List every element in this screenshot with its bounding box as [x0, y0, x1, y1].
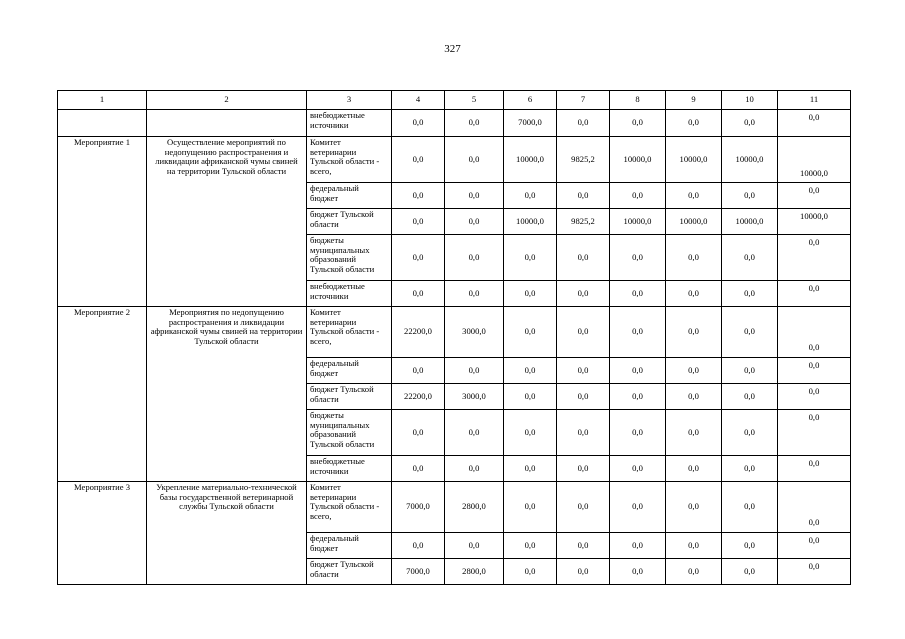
value-cell: 0,0 [392, 209, 445, 235]
value-cell: 0,0 [666, 358, 722, 384]
value-cell: 22200,0 [392, 307, 445, 358]
funding-source-cell: внебюджетные источники [307, 110, 392, 137]
value-cell: 0,0 [610, 533, 666, 559]
value-cell: 0,0 [610, 384, 666, 410]
activity-name-cell: Мероприятия по недопущению распространения и ликвидации африканской чумы свиней на территории Тульской области [147, 307, 307, 482]
value-cell: 0,0 [392, 137, 445, 183]
value-cell: 0,0 [722, 384, 778, 410]
value-cell: 0,0 [445, 456, 504, 482]
value-cell: 0,0 [392, 281, 445, 307]
value-cell: 0,0 [778, 482, 851, 533]
value-cell: 10000,0 [504, 209, 557, 235]
value-cell: 0,0 [666, 384, 722, 410]
value-cell: 9825,2 [557, 209, 610, 235]
value-cell: 0,0 [445, 358, 504, 384]
value-cell: 0,0 [445, 281, 504, 307]
value-cell: 0,0 [722, 559, 778, 585]
value-cell: 0,0 [504, 281, 557, 307]
value-cell: 0,0 [778, 456, 851, 482]
funding-source-cell: Комитет ветеринарии Тульской области - всего, [307, 137, 392, 183]
value-cell: 0,0 [557, 456, 610, 482]
activity-name-cell: Укрепление материально-технической базы государственной ветеринарной службы Тульской области [147, 482, 307, 585]
value-cell: 0,0 [666, 533, 722, 559]
header-cell: 8 [610, 91, 666, 110]
value-cell: 0,0 [557, 183, 610, 209]
value-cell: 0,0 [504, 183, 557, 209]
value-cell: 0,0 [504, 307, 557, 358]
value-cell: 0,0 [392, 183, 445, 209]
value-cell: 10000,0 [610, 137, 666, 183]
value-cell: 9825,2 [557, 137, 610, 183]
value-cell: 7000,0 [392, 482, 445, 533]
header-cell: 2 [147, 91, 307, 110]
table-row [58, 307, 851, 358]
value-cell: 0,0 [557, 410, 610, 456]
value-cell: 0,0 [504, 358, 557, 384]
table-row [58, 110, 851, 137]
value-cell: 0,0 [610, 183, 666, 209]
value-cell: 0,0 [557, 235, 610, 281]
value-cell: 0,0 [392, 410, 445, 456]
value-cell: 0,0 [722, 533, 778, 559]
header-cell: 11 [778, 91, 851, 110]
value-cell: 0,0 [666, 307, 722, 358]
activity-cell: Мероприятие 3 [58, 482, 147, 585]
value-cell: 0,0 [610, 482, 666, 533]
value-cell: 0,0 [722, 307, 778, 358]
activity-name-cell: Осуществление мероприятий по недопущению распространения и ликвидации африканской чумы свиней на территории Тульской области [147, 137, 307, 307]
activity-name-cell [147, 110, 307, 137]
value-cell: 0,0 [610, 281, 666, 307]
value-cell: 0,0 [666, 456, 722, 482]
value-cell: 0,0 [504, 482, 557, 533]
value-cell: 0,0 [722, 410, 778, 456]
funding-source-cell: бюджеты муниципальных образований Тульской области [307, 235, 392, 281]
value-cell: 0,0 [610, 456, 666, 482]
value-cell: 0,0 [666, 410, 722, 456]
value-cell: 0,0 [557, 358, 610, 384]
value-cell: 10000,0 [610, 209, 666, 235]
value-cell: 0,0 [445, 183, 504, 209]
value-cell: 0,0 [392, 235, 445, 281]
value-cell: 0,0 [504, 533, 557, 559]
value-cell: 10000,0 [778, 137, 851, 183]
value-cell: 0,0 [392, 456, 445, 482]
value-cell: 0,0 [445, 235, 504, 281]
value-cell: 7000,0 [392, 559, 445, 585]
value-cell: 0,0 [504, 559, 557, 585]
value-cell: 0,0 [778, 384, 851, 410]
value-cell: 10000,0 [666, 209, 722, 235]
value-cell: 0,0 [557, 533, 610, 559]
value-cell: 0,0 [778, 307, 851, 358]
value-cell: 3000,0 [445, 384, 504, 410]
value-cell: 10000,0 [778, 209, 851, 235]
header-cell: 6 [504, 91, 557, 110]
funding-source-cell: бюджеты муниципальных образований Тульской области [307, 410, 392, 456]
value-cell: 10000,0 [666, 137, 722, 183]
value-cell: 0,0 [722, 235, 778, 281]
activity-cell: Мероприятие 1 [58, 137, 147, 307]
value-cell: 0,0 [557, 559, 610, 585]
value-cell: 3000,0 [445, 307, 504, 358]
header-row [58, 91, 851, 110]
value-cell: 0,0 [610, 410, 666, 456]
value-cell: 2800,0 [445, 482, 504, 533]
funding-source-cell: бюджет Тульской области [307, 384, 392, 410]
value-cell: 0,0 [722, 482, 778, 533]
value-cell: 0,0 [778, 410, 851, 456]
value-cell: 0,0 [504, 456, 557, 482]
funding-source-cell: внебюджетные источники [307, 281, 392, 307]
value-cell: 0,0 [445, 209, 504, 235]
value-cell: 0,0 [722, 358, 778, 384]
value-cell: 0,0 [504, 410, 557, 456]
value-cell: 0,0 [666, 482, 722, 533]
funding-source-cell: внебюджетные источники [307, 456, 392, 482]
value-cell: 0,0 [666, 235, 722, 281]
table-row [58, 137, 851, 183]
value-cell: 0,0 [778, 281, 851, 307]
value-cell: 0,0 [610, 235, 666, 281]
funding-source-cell: бюджет Тульской области [307, 209, 392, 235]
header-cell: 9 [666, 91, 722, 110]
value-cell: 10000,0 [504, 137, 557, 183]
value-cell: 0,0 [778, 533, 851, 559]
value-cell: 0,0 [392, 110, 445, 137]
value-cell: 0,0 [778, 235, 851, 281]
value-cell: 10000,0 [722, 137, 778, 183]
value-cell: 0,0 [722, 281, 778, 307]
value-cell: 0,0 [557, 307, 610, 358]
value-cell: 2800,0 [445, 559, 504, 585]
value-cell: 0,0 [722, 110, 778, 137]
value-cell: 7000,0 [504, 110, 557, 137]
value-cell: 0,0 [557, 281, 610, 307]
value-cell: 0,0 [557, 110, 610, 137]
value-cell: 0,0 [778, 559, 851, 585]
value-cell: 0,0 [445, 137, 504, 183]
funding-source-cell: Комитет ветеринарии Тульской области - всего, [307, 307, 392, 358]
value-cell: 0,0 [666, 559, 722, 585]
activity-cell: Мероприятие 2 [58, 307, 147, 482]
value-cell: 0,0 [557, 384, 610, 410]
value-cell: 0,0 [778, 183, 851, 209]
funding-source-cell: бюджет Тульской области [307, 559, 392, 585]
value-cell: 0,0 [445, 110, 504, 137]
header-cell: 3 [307, 91, 392, 110]
funding-source-cell: федеральный бюджет [307, 358, 392, 384]
header-cell: 1 [58, 91, 147, 110]
value-cell: 0,0 [392, 358, 445, 384]
value-cell: 10000,0 [722, 209, 778, 235]
value-cell: 0,0 [610, 307, 666, 358]
value-cell: 0,0 [504, 384, 557, 410]
header-cell: 4 [392, 91, 445, 110]
value-cell: 0,0 [778, 110, 851, 137]
value-cell: 0,0 [445, 410, 504, 456]
value-cell: 0,0 [557, 482, 610, 533]
value-cell: 0,0 [666, 281, 722, 307]
activity-cell [58, 110, 147, 137]
value-cell: 0,0 [610, 110, 666, 137]
header-cell: 7 [557, 91, 610, 110]
header-cell: 5 [445, 91, 504, 110]
page-number: 327 [444, 43, 461, 55]
value-cell: 22200,0 [392, 384, 445, 410]
value-cell: 0,0 [610, 559, 666, 585]
value-cell: 0,0 [392, 533, 445, 559]
value-cell: 0,0 [610, 358, 666, 384]
funding-source-cell: федеральный бюджет [307, 183, 392, 209]
funding-source-cell: федеральный бюджет [307, 533, 392, 559]
value-cell: 0,0 [722, 183, 778, 209]
value-cell: 0,0 [504, 235, 557, 281]
value-cell: 0,0 [722, 456, 778, 482]
header-cell: 10 [722, 91, 778, 110]
value-cell: 0,0 [778, 358, 851, 384]
funding-source-cell: Комитет ветеринарии Тульской области - всего, [307, 482, 392, 533]
program-funding-table [57, 90, 851, 585]
value-cell: 0,0 [666, 110, 722, 137]
value-cell: 0,0 [445, 533, 504, 559]
value-cell: 0,0 [666, 183, 722, 209]
table-row [58, 482, 851, 533]
